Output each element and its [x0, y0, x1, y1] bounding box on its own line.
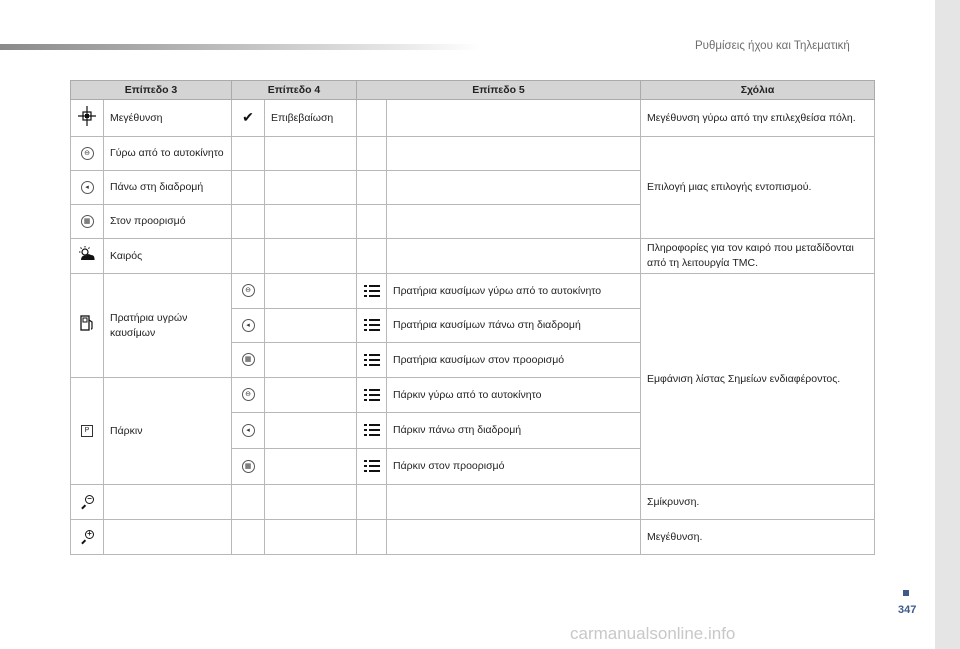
list-item-label[interactable]: Πάρκιν στον προορισμό	[387, 449, 641, 485]
car-circle-icon: ⊖	[242, 284, 255, 297]
destination-flag-icon: ▦	[242, 460, 255, 473]
comment-text: Μεγέθυνση.	[641, 520, 875, 555]
page-side-tab	[935, 0, 960, 649]
list-item-label[interactable]: Πρατήρια καυσίμων γύρω από το αυτοκίνητο	[387, 274, 641, 309]
menu-item-label[interactable]: Καιρός	[104, 239, 232, 274]
comment-text: Πληροφορίες για τον καιρό που μεταδίδονται από τη λειτουργία TMC.	[641, 239, 875, 274]
menu-item-label[interactable]: Πάρκιν	[104, 378, 232, 485]
navigation-menu-table	[70, 80, 875, 555]
column-header-comments: Σχόλια	[641, 81, 875, 100]
crosshair-icon	[77, 105, 97, 127]
checkmark-icon: ✔	[242, 109, 254, 126]
list-icon	[364, 423, 380, 437]
car-circle-icon: ⊖	[81, 147, 94, 160]
weather-icon	[77, 246, 97, 262]
list-icon	[364, 318, 380, 332]
table-row	[71, 239, 875, 274]
list-icon	[364, 353, 380, 367]
route-arrow-icon: ◂	[242, 424, 255, 437]
list-icon	[364, 284, 380, 298]
menu-item-label[interactable]: Πάνω στη διαδρομή	[104, 171, 232, 205]
table-row	[71, 274, 875, 309]
destination-flag-icon: ▦	[242, 353, 255, 366]
menu-item-label[interactable]: Πρατήρια υγρών καυσίμων	[104, 274, 232, 378]
confirm-label[interactable]: Επιβεβαίωση	[265, 100, 357, 137]
column-header-level3: Επίπεδο 3	[71, 81, 232, 100]
route-arrow-icon: ◂	[242, 319, 255, 332]
comment-text: Σμίκρυνση.	[641, 485, 875, 520]
page-number: 347	[898, 604, 917, 616]
table-row	[71, 137, 875, 171]
list-item-label[interactable]: Πρατήρια καυσίμων πάνω στη διαδρομή	[387, 309, 641, 343]
zoom-out-icon: −	[80, 495, 94, 509]
column-header-level4: Επίπεδο 4	[232, 81, 357, 100]
table-header-row	[71, 81, 875, 100]
parking-icon: P	[81, 425, 93, 437]
menu-item-label[interactable]: Μεγέθυνση	[104, 100, 232, 137]
destination-flag-icon: ▦	[81, 215, 94, 228]
list-icon	[364, 459, 380, 473]
table-row	[71, 485, 875, 520]
comment-text: Επιλογή μιας επιλογής εντοπισμού.	[641, 137, 875, 239]
menu-item-label[interactable]: Γύρω από το αυτοκίνητο	[104, 137, 232, 171]
table-row	[71, 100, 875, 137]
fuel-pump-icon	[79, 314, 95, 332]
route-arrow-icon: ◂	[81, 181, 94, 194]
page-marker	[903, 590, 909, 596]
comment-text: Εμφάνιση λίστας Σημείων ενδιαφέροντος.	[641, 274, 875, 485]
page-header-title: Ρυθμίσεις ήχου και Τηλεματική	[695, 40, 850, 52]
zoom-in-icon: +	[80, 530, 94, 544]
column-header-level5: Επίπεδο 5	[357, 81, 641, 100]
table-row	[71, 520, 875, 555]
list-item-label[interactable]: Πάρκιν γύρω από το αυτοκίνητο	[387, 378, 641, 413]
comment-text: Μεγέθυνση γύρω από την επιλεχθείσα πόλη.	[641, 100, 875, 137]
header-decor-bar	[0, 44, 480, 50]
menu-item-label[interactable]: Στον προορισμό	[104, 205, 232, 239]
car-circle-icon: ⊖	[242, 388, 255, 401]
list-item-label[interactable]: Πρατήρια καυσίμων στον προορισμό	[387, 343, 641, 378]
watermark: carmanualsonline.info	[570, 624, 736, 643]
list-icon	[364, 388, 380, 402]
list-item-label[interactable]: Πάρκιν πάνω στη διαδρομή	[387, 413, 641, 449]
